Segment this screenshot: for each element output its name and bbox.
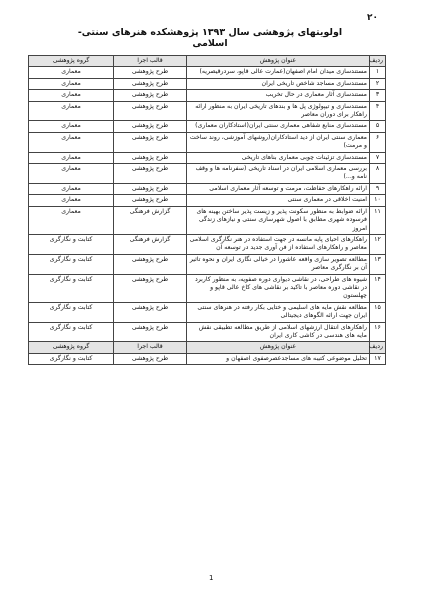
table-header-row bbox=[29, 56, 386, 67]
header-format: قالب اجرا bbox=[114, 342, 187, 353]
row-title: مستندسازی منابع شفاهی معماری سنتی ایران(استادکاران معماری) bbox=[187, 121, 370, 132]
row-group: معماری bbox=[29, 101, 114, 121]
table-row bbox=[29, 322, 386, 342]
header-group: گروه پژوهشی bbox=[29, 56, 114, 67]
row-number: ۱۱ bbox=[370, 206, 386, 234]
row-format: طرح پژوهشی bbox=[114, 78, 187, 89]
row-number: ۱۴ bbox=[370, 274, 386, 302]
row-group: معماری bbox=[29, 206, 114, 234]
row-format: طرح پژوهشی bbox=[114, 195, 187, 206]
row-number: ۱۲ bbox=[370, 234, 386, 254]
row-format: طرح پژوهشی bbox=[114, 353, 187, 364]
table-row bbox=[29, 183, 386, 194]
row-number: ۱۷ bbox=[370, 353, 386, 364]
row-group: کتابت و نگارگری bbox=[29, 353, 114, 364]
row-format: طرح پژوهشی bbox=[114, 183, 187, 194]
row-group: معماری bbox=[29, 152, 114, 163]
row-format: گزارش فرهنگی bbox=[114, 206, 187, 234]
row-number: ۶ bbox=[370, 132, 386, 152]
row-format: طرح پژوهشی bbox=[114, 152, 187, 163]
table-row bbox=[29, 164, 386, 184]
table-row bbox=[29, 101, 386, 121]
table-row bbox=[29, 274, 386, 302]
header-group: گروه پژوهشی bbox=[29, 342, 114, 353]
row-number: ۷ bbox=[370, 152, 386, 163]
row-title: راهکارهای احیای پایه مانسه در جهت استفاده در هنر نگارگری اسلامی معاصر و راهکارهای استفاده از فن آوری جدید در توسعه آن bbox=[187, 234, 370, 254]
row-title: تحلیل موضوعی کتیبه های مساجدعصرصفوی اصفهان و bbox=[187, 353, 370, 364]
row-title: مطالعه تصویر سازی واقعه عاشورا در خیالی نگاری ایران و نحوه تاثیر آن بر نگارگری معاصر bbox=[187, 254, 370, 274]
row-title: معماری سنتی ایران از دید استادکاران(روشهای آموزشی، روند ساخت و مرمت) bbox=[187, 132, 370, 152]
table-row bbox=[29, 78, 386, 89]
table-row bbox=[29, 152, 386, 163]
row-number: ۲ bbox=[370, 78, 386, 89]
top-page-number: ۲۰ bbox=[367, 13, 378, 23]
row-title: ارائه راهکارهای حفاظت، مرمت و توسعه آثار معماری اسلامی bbox=[187, 183, 370, 194]
row-format: طرح پژوهشی bbox=[114, 254, 187, 274]
row-title: راهکارهای انتقال ارزشهای اسلامی از طریق مطالعه تطبیقی نقش مایه های هندسی در کاشی کاری ایران bbox=[187, 322, 370, 342]
header-format: قالب اجرا bbox=[114, 56, 187, 67]
row-format: طرح پژوهشی bbox=[114, 274, 187, 302]
row-title: مستندسازی آثار معماری در حال تخریب bbox=[187, 90, 370, 101]
table-row bbox=[29, 234, 386, 254]
row-number: ۸ bbox=[370, 164, 386, 184]
row-group: معماری bbox=[29, 164, 114, 184]
row-title: شیوه های طراحی، در نقاشی دیواری دوره صفویه، به منظور کاربرد در نقاشی دوره معاصر با تاکید بر نقاشی های کاخ عالی قاپو و چهلستون bbox=[187, 274, 370, 302]
table-row bbox=[29, 353, 386, 364]
row-number: ۱۶ bbox=[370, 322, 386, 342]
row-title: مطالعه نقش مایه های اسلیمی و ختایی بکار رفته در هنرهای سنتی ایران جهت ارائه الگوهای دیجیتالی bbox=[187, 302, 370, 322]
row-format: طرح پژوهشی bbox=[114, 132, 187, 152]
row-format: طرح پژوهشی bbox=[114, 90, 187, 101]
row-group: کتابت و نگارگری bbox=[29, 234, 114, 254]
table-row bbox=[29, 206, 386, 234]
row-title: ارائه ضوابط به منظور سکونت پذیر و زیست پذیر ساختن بهینه های فرسوده شهری مطابق با اصول شهرسازی سنتی و نیازهای زندگی امروز bbox=[187, 206, 370, 234]
row-title: مستندسازی میدان امام اصفهان(عمارت عالی قاپو، سردرقیصریه) bbox=[187, 67, 370, 78]
table-row bbox=[29, 90, 386, 101]
table-row bbox=[29, 302, 386, 322]
header-row-number: ردیف bbox=[370, 56, 386, 67]
row-number: ۱ bbox=[370, 67, 386, 78]
research-priorities-table bbox=[28, 55, 386, 365]
row-format: طرح پژوهشی bbox=[114, 164, 187, 184]
table-row bbox=[29, 121, 386, 132]
header-row-number: ردیف bbox=[370, 342, 386, 353]
row-format: طرح پژوهشی bbox=[114, 121, 187, 132]
page-number: 1 bbox=[209, 574, 214, 582]
table-row bbox=[29, 67, 386, 78]
row-group: معماری bbox=[29, 67, 114, 78]
row-title: مستندسازی مساجد شاخص تاریخی ایران bbox=[187, 78, 370, 89]
row-number: ۴ bbox=[370, 101, 386, 121]
table-row bbox=[29, 132, 386, 152]
row-title: مستندسازی تزئینات چوبی معماری بناهای تاریخی bbox=[187, 152, 370, 163]
row-group: کتابت و نگارگری bbox=[29, 274, 114, 302]
table-body bbox=[29, 67, 386, 342]
row-title: امنیت اخلاقی در معماری سنتی bbox=[187, 195, 370, 206]
table-row bbox=[29, 254, 386, 274]
row-number: ۹ bbox=[370, 183, 386, 194]
row-title: مستندسازی و تیپولوژی پل ها و بندهای تاریخی ایران به منظور ارائه راهکار برای دوران معاصر bbox=[187, 101, 370, 121]
row-group: کتابت و نگارگری bbox=[29, 254, 114, 274]
row-number: ۱۰ bbox=[370, 195, 386, 206]
row-format: طرح پژوهشی bbox=[114, 67, 187, 78]
table-header-row-repeat bbox=[29, 342, 386, 353]
row-format: طرح پژوهشی bbox=[114, 101, 187, 121]
row-group: کتابت و نگارگری bbox=[29, 322, 114, 342]
row-group: معماری bbox=[29, 78, 114, 89]
row-group: معماری bbox=[29, 121, 114, 132]
row-format: طرح پژوهشی bbox=[114, 322, 187, 342]
header-title: عنوان پژوهش bbox=[187, 56, 370, 67]
row-number: ۱۳ bbox=[370, 254, 386, 274]
row-title: بررسی معماری اسلامی ایران در اسناد تاریخی (سفرنامه ها و وقف نامه و...) bbox=[187, 164, 370, 184]
row-group: کتابت و نگارگری bbox=[29, 302, 114, 322]
document-title: اولویتهای پژوهشی سال ۱۳۹۳ پژوهشکده هنرهای سنتی- اسلامی bbox=[77, 27, 343, 49]
row-number: ۱۵ bbox=[370, 302, 386, 322]
row-group: معماری bbox=[29, 195, 114, 206]
header-title: عنوان پژوهش bbox=[187, 342, 370, 353]
table-row bbox=[29, 195, 386, 206]
row-number: ۵ bbox=[370, 121, 386, 132]
row-group: معماری bbox=[29, 132, 114, 152]
row-number: ۳ bbox=[370, 90, 386, 101]
row-group: معماری bbox=[29, 90, 114, 101]
row-format: طرح پژوهشی bbox=[114, 302, 187, 322]
row-group: معماری bbox=[29, 183, 114, 194]
row-format: گزارش فرهنگی bbox=[114, 234, 187, 254]
